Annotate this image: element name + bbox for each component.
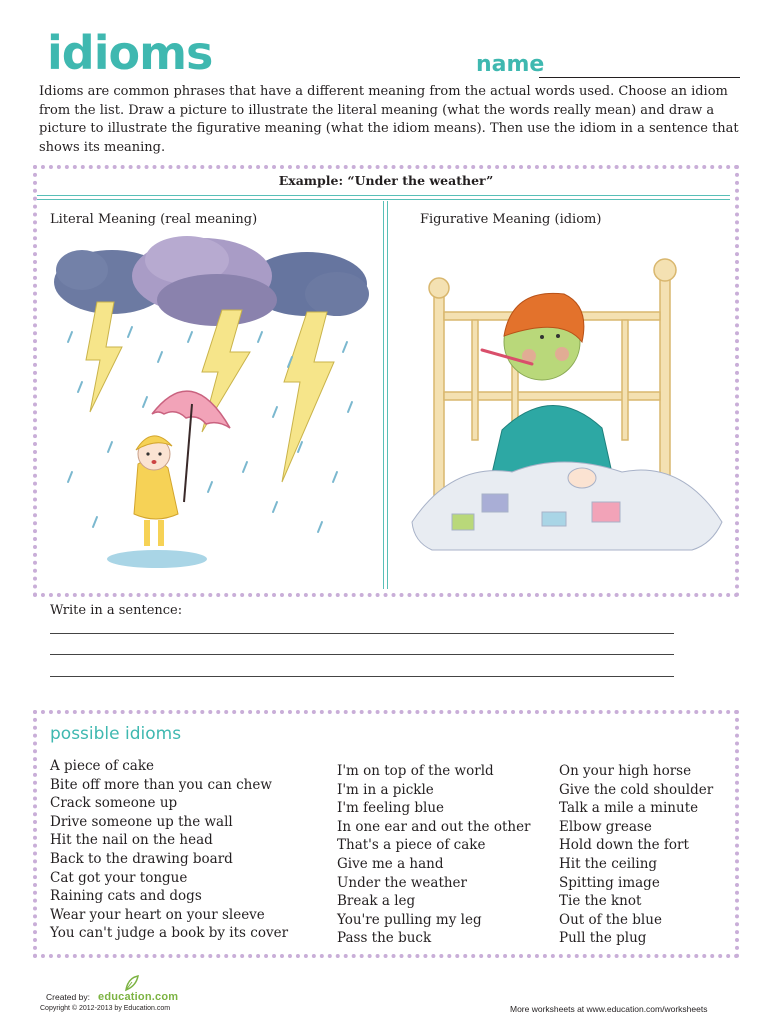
idiom-item: Back to the drawing board [50, 850, 233, 867]
idioms-column-1 [50, 757, 288, 943]
blanket [412, 462, 722, 550]
idiom-item: Hit the ceiling [559, 855, 658, 872]
write-sentence-label: Write in a sentence: [50, 603, 183, 618]
idiom-item: Out of the blue [559, 911, 662, 928]
girl-figure [107, 436, 207, 568]
idiom-item: Pass the buck [337, 930, 432, 947]
more-worksheets-link[interactable]: More worksheets at www.education.com/worksheets [510, 1004, 708, 1014]
idiom-item: Give the cold shoulder [559, 781, 714, 798]
idiom-item: Raining cats and dogs [50, 888, 202, 905]
copyright-text: Copyright © 2012-2013 by Education.com [40, 1005, 171, 1012]
idiom-item: Spitting image [559, 874, 660, 891]
possible-idioms-title: possible idioms [50, 724, 182, 744]
idioms-column-2 [337, 762, 531, 948]
idiom-item: Pull the plug [559, 930, 647, 947]
idiom-item: Bite off more than you can chew [50, 776, 272, 793]
education-logo[interactable] [96, 974, 186, 1004]
idiom-item: In one ear and out the other [337, 818, 531, 835]
idiom-item: Elbow grease [559, 818, 652, 835]
idiom-item: I'm feeling blue [337, 800, 445, 817]
worksheet-title: idioms [47, 26, 213, 80]
divider-vertical [383, 201, 388, 589]
idiom-item: You can't judge a book by its cover [50, 925, 289, 942]
idiom-item: A piece of cake [50, 758, 155, 774]
idiom-item: I'm on top of the world [337, 763, 494, 779]
name-field[interactable] [476, 54, 740, 80]
idiom-item: Tie the knot [559, 893, 642, 910]
instructions: Idioms are common phrases that have a different meaning from the actual words used. Choose an idiom from the list. Draw a picture to illustrate the literal meaning (what the words really mean) and draw a picture to illustrate the figurative meaning (what the idiom means). Then use the idiom in a sentence that shows its meaning. [39, 84, 739, 155]
idioms-column-3 [559, 762, 713, 948]
created-by-label: Created by: [46, 992, 90, 1002]
idiom-item: That's a piece of cake [337, 837, 486, 854]
idiom-item: Hit the nail on the head [50, 832, 213, 849]
idiom-item: Drive someone up the wall [50, 813, 233, 830]
idiom-item: Cat got your tongue [50, 869, 188, 886]
logo-text: education.com [98, 991, 179, 1003]
answer-line[interactable] [50, 633, 674, 634]
literal-meaning-label: Literal Meaning (real meaning) [50, 212, 258, 227]
leaf-logo-icon [118, 974, 148, 992]
idiom-item: Under the weather [337, 874, 468, 891]
name-label: name [476, 52, 545, 77]
answer-line[interactable] [50, 676, 674, 677]
idiom-item: You're pulling my leg [337, 911, 482, 928]
idiom-item: Give me a hand [337, 855, 444, 872]
idiom-item: Talk a mile a minute [559, 800, 699, 817]
example-title: Example: “Under the weather” [278, 173, 494, 188]
idiom-item: Hold down the fort [559, 837, 689, 854]
footer-credit [40, 974, 220, 1016]
idiom-item: On your high horse [559, 763, 692, 779]
divider-horizontal [37, 195, 730, 200]
boy-figure [482, 293, 614, 488]
lightning-icon [86, 302, 334, 482]
idiom-item: Crack someone up [50, 795, 178, 812]
idiom-item: Break a leg [337, 893, 416, 910]
rain-girl-illustration [52, 232, 374, 580]
name-underline [539, 77, 740, 78]
figurative-meaning-label: Figurative Meaning (idiom) [420, 212, 602, 227]
answer-line[interactable] [50, 654, 674, 655]
idiom-item: I'm in a pickle [337, 781, 434, 798]
idiom-item: Wear your heart on your sleeve [50, 906, 265, 923]
sick-boy-illustration [392, 232, 728, 580]
